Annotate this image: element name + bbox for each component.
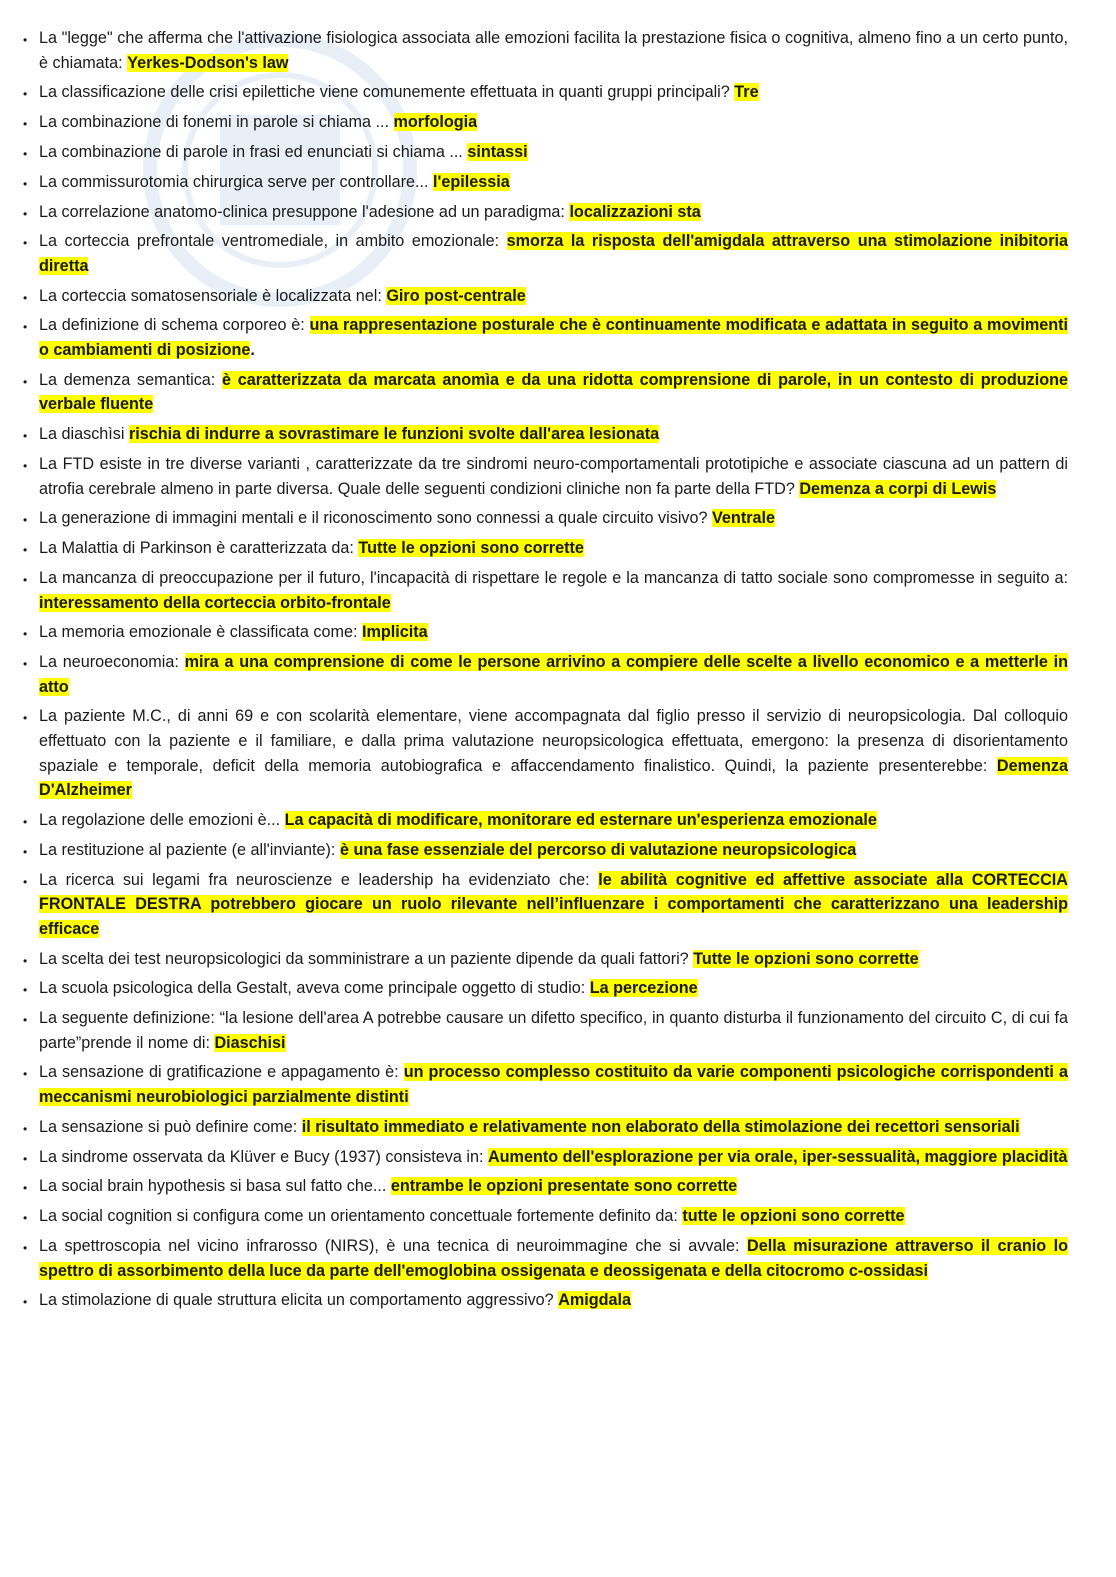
question-text: La memoria emozionale è classificata come:: [39, 623, 362, 642]
question-text: La combinazione di parole in frasi ed enunciati si chiama ...: [39, 142, 468, 161]
qa-item: [22, 536, 1068, 561]
qa-item: [22, 808, 1068, 833]
question-text: La combinazione di fonemi in parole si chiama ...: [39, 113, 394, 132]
question-text: La neuroeconomia:: [39, 653, 185, 672]
highlighted-answer: La percezione: [589, 979, 698, 998]
qa-item: [22, 1115, 1068, 1140]
highlighted-answer: è una fase essenziale del percorso di valutazione neuropsicologica: [339, 840, 857, 859]
qa-item: [22, 170, 1068, 195]
question-text: La sindrome osservata da Klüver e Bucy (1937) consisteva in:: [39, 1147, 488, 1166]
question-text: La sensazione si può definire come:: [39, 1117, 302, 1136]
highlighted-answer: Aumento dell'esplorazione per via orale, iper-sessualità, maggiore placidità: [487, 1147, 1068, 1166]
highlighted-answer: Ventrale: [712, 509, 776, 528]
highlighted-answer: Tutte le opzioni sono corrette: [358, 539, 584, 558]
question-text: La ricerca sui legami fra neuroscienze e leadership ha evidenziato che:: [39, 870, 599, 889]
qa-item: [22, 313, 1068, 362]
qa-item: [22, 1145, 1068, 1170]
qa-item: [22, 1288, 1068, 1313]
highlighted-answer: morfologia: [393, 113, 478, 132]
qa-item: [22, 650, 1068, 699]
question-text: La restituzione al paziente (e all'inviante):: [39, 840, 340, 859]
qa-item: [22, 1006, 1068, 1055]
qa-item: [22, 284, 1068, 309]
highlighted-answer: le abilità cognitive ed affettive associate alla CORTECCIA FRONTALE DESTRA potrebbero giocare un ruolo rilevante nell’influenzare i comportamenti che caratterizzano una leadership efficace: [39, 870, 1068, 938]
question-text: La definizione di schema corporeo è:: [39, 316, 310, 335]
qa-item: [22, 140, 1068, 165]
highlighted-answer: il risultato immediato e relativamente non elaborato della stimolazione dei recettori sensoriali: [301, 1117, 1020, 1136]
highlighted-answer: un processo complesso costituito da varie componenti psicologiche corrispondenti a meccanismi neurobiologici parzialmente distinti: [39, 1063, 1068, 1107]
qa-item: [22, 947, 1068, 972]
highlighted-answer: l'epilessia: [433, 172, 510, 191]
qa-item: [22, 229, 1068, 278]
highlighted-answer: Demenza a corpi di Lewis: [799, 479, 997, 498]
qa-item: [22, 620, 1068, 645]
question-text: La stimolazione di quale struttura elicita un comportamento aggressivo?: [39, 1291, 559, 1310]
question-text: La Malattia di Parkinson è caratterizzata da:: [39, 539, 359, 558]
question-text: La "legge" che afferma che l'attivazione fisiologica associata alle emozioni facilita la prestazione fisica o cognitiva, almeno fino a un certo punto, è chiamata:: [39, 29, 1068, 72]
highlighted-answer: Tre: [734, 83, 759, 102]
qa-item: [22, 838, 1068, 863]
highlighted-answer: una rappresentazione posturale che è continuamente modificata e adattata in seguito a movimenti o cambiamenti di posizione: [39, 316, 1068, 360]
question-text: La regolazione delle emozioni è...: [39, 811, 285, 829]
highlighted-answer: sintassi: [467, 142, 528, 161]
qa-item: [22, 452, 1068, 501]
question-text: La scelta dei test neuropsicologici da somministrare a un paziente dipende da quali fattori?: [39, 949, 694, 968]
question-text: La corteccia prefrontale ventromediale, in ambito emozionale:: [39, 232, 507, 251]
question-text: La mancanza di preoccupazione per il futuro, l'incapacità di rispettare le regole e la mancanza di tatto sociale sono compromesse in seguito a:: [39, 568, 1068, 587]
question-text: La commissurotomia chirurgica serve per controllare...: [39, 172, 434, 191]
question-text: La corteccia somatosensoriale è localizzata nel:: [39, 286, 387, 305]
qa-item: [22, 200, 1068, 225]
highlighted-answer: Diaschisi: [214, 1033, 286, 1052]
question-text: La diaschìsi: [39, 425, 129, 444]
question-text: La FTD esiste in tre diverse varianti , caratterizzate da tre sindromi neuro-comportamentali prototipiche e associate ciascuna ad un pattern di atrofia cerebrale almeno in parte diversa. Quale delle seguenti condizioni cliniche non fa parte della FTD?: [39, 454, 1068, 498]
highlighted-answer: Della misurazione attraverso il cranio lo spettro di assorbimento della luce da parte dell'emoglobina ossigenata e deossigenata e della citocromo c-ossidasi: [39, 1236, 1068, 1280]
highlighted-answer: Demenza D'Alzheimer: [39, 756, 1068, 800]
highlighted-answer: Tutte le opzioni sono corrette: [693, 949, 919, 968]
highlighted-answer: smorza la risposta dell'amigdala attraverso una stimolazione inibitoria diretta: [39, 232, 1068, 275]
qa-item: [22, 1234, 1068, 1283]
question-text: La generazione di immagini mentali e il riconoscimento sono connessi a quale circuito visivo?: [39, 509, 713, 528]
question-text: La demenza semantica:: [39, 370, 223, 389]
question-text: La classificazione delle crisi epilettiche viene comunemente effettuata in quanti gruppi principali?: [39, 83, 735, 102]
qa-item: [22, 1204, 1068, 1229]
highlighted-answer: mira a una comprensione di come le persone arrivino a compiere delle scelte a livello economico e a metterle in atto: [39, 653, 1069, 696]
highlighted-answer: interessamento della corteccia orbito-frontale: [39, 593, 391, 612]
question-text: La scuola psicologica della Gestalt, aveva come principale oggetto di studio:: [39, 979, 590, 998]
question-text: La spettroscopia nel vicino infrarosso (NIRS), è una tecnica di neuroimmagine che si avvale:: [39, 1236, 748, 1255]
qa-item: [22, 1060, 1068, 1109]
qa-item: [22, 506, 1068, 531]
highlighted-answer: La capacità di modificare, monitorare ed esternare un'esperienza emozionale: [284, 811, 877, 829]
highlighted-answer: Implicita: [362, 623, 428, 642]
highlighted-answer: Amigdala: [558, 1291, 632, 1310]
qa-item: [22, 868, 1068, 942]
highlighted-answer: Giro post-centrale: [386, 286, 526, 305]
highlighted-answer: rischia di indurre a sovrastimare le funzioni svolte dall'area lesionata: [128, 425, 660, 444]
question-text: La seguente definizione: “la lesione dell'area A potrebbe causare un difetto specifico, in quanto disturba il funzionamento del circuito C, di cui fa parte”prende il nome di:: [39, 1009, 1068, 1052]
question-text: La paziente M.C., di anni 69 e con scolarità elementare, viene accompagnata dal figlio presso il servizio di neuropsicologia. Dal colloquio effettuato con la paziente e il familiare, e dalla prima valutazione neuropsicologica effettuata, emergono: la presenza di disorientamento spaziale e temporale, deficit della memoria autobiografica e affaccendamento finalistico. Quindi, la paziente presenterebbe:: [39, 707, 1068, 775]
qa-item: [22, 1174, 1068, 1199]
qa-item: [22, 368, 1068, 417]
qa-item: [22, 566, 1068, 615]
qa-item: [22, 704, 1068, 802]
highlighted-answer: localizzazioni sta: [569, 202, 701, 221]
qa-item: [22, 110, 1068, 135]
highlighted-answer: è caratterizzata da marcata anomìa e da una ridotta comprensione di parole, in un contesto di produzione verbale fluente: [39, 370, 1068, 414]
qa-item: [22, 80, 1068, 105]
question-text: La correlazione anatomo-clinica presuppone l'adesione ad un paradigma:: [39, 202, 570, 221]
answer-tail: .: [250, 341, 255, 360]
qa-item: [22, 422, 1068, 447]
highlighted-answer: entrambe le opzioni presentate sono corrette: [390, 1177, 738, 1196]
question-text: La social brain hypothesis si basa sul fatto che...: [39, 1177, 391, 1196]
question-text: La sensazione di gratificazione e appagamento è:: [39, 1063, 404, 1082]
question-text: La social cognition si configura come un orientamento concettuale fortemente definito da:: [39, 1207, 683, 1226]
qa-item: [22, 26, 1068, 75]
qa-item: [22, 976, 1068, 1001]
highlighted-answer: tutte le opzioni sono corrette: [682, 1207, 905, 1226]
highlighted-answer: Yerkes-Dodson's law: [127, 53, 289, 72]
question-answer-list: [22, 26, 1068, 1318]
